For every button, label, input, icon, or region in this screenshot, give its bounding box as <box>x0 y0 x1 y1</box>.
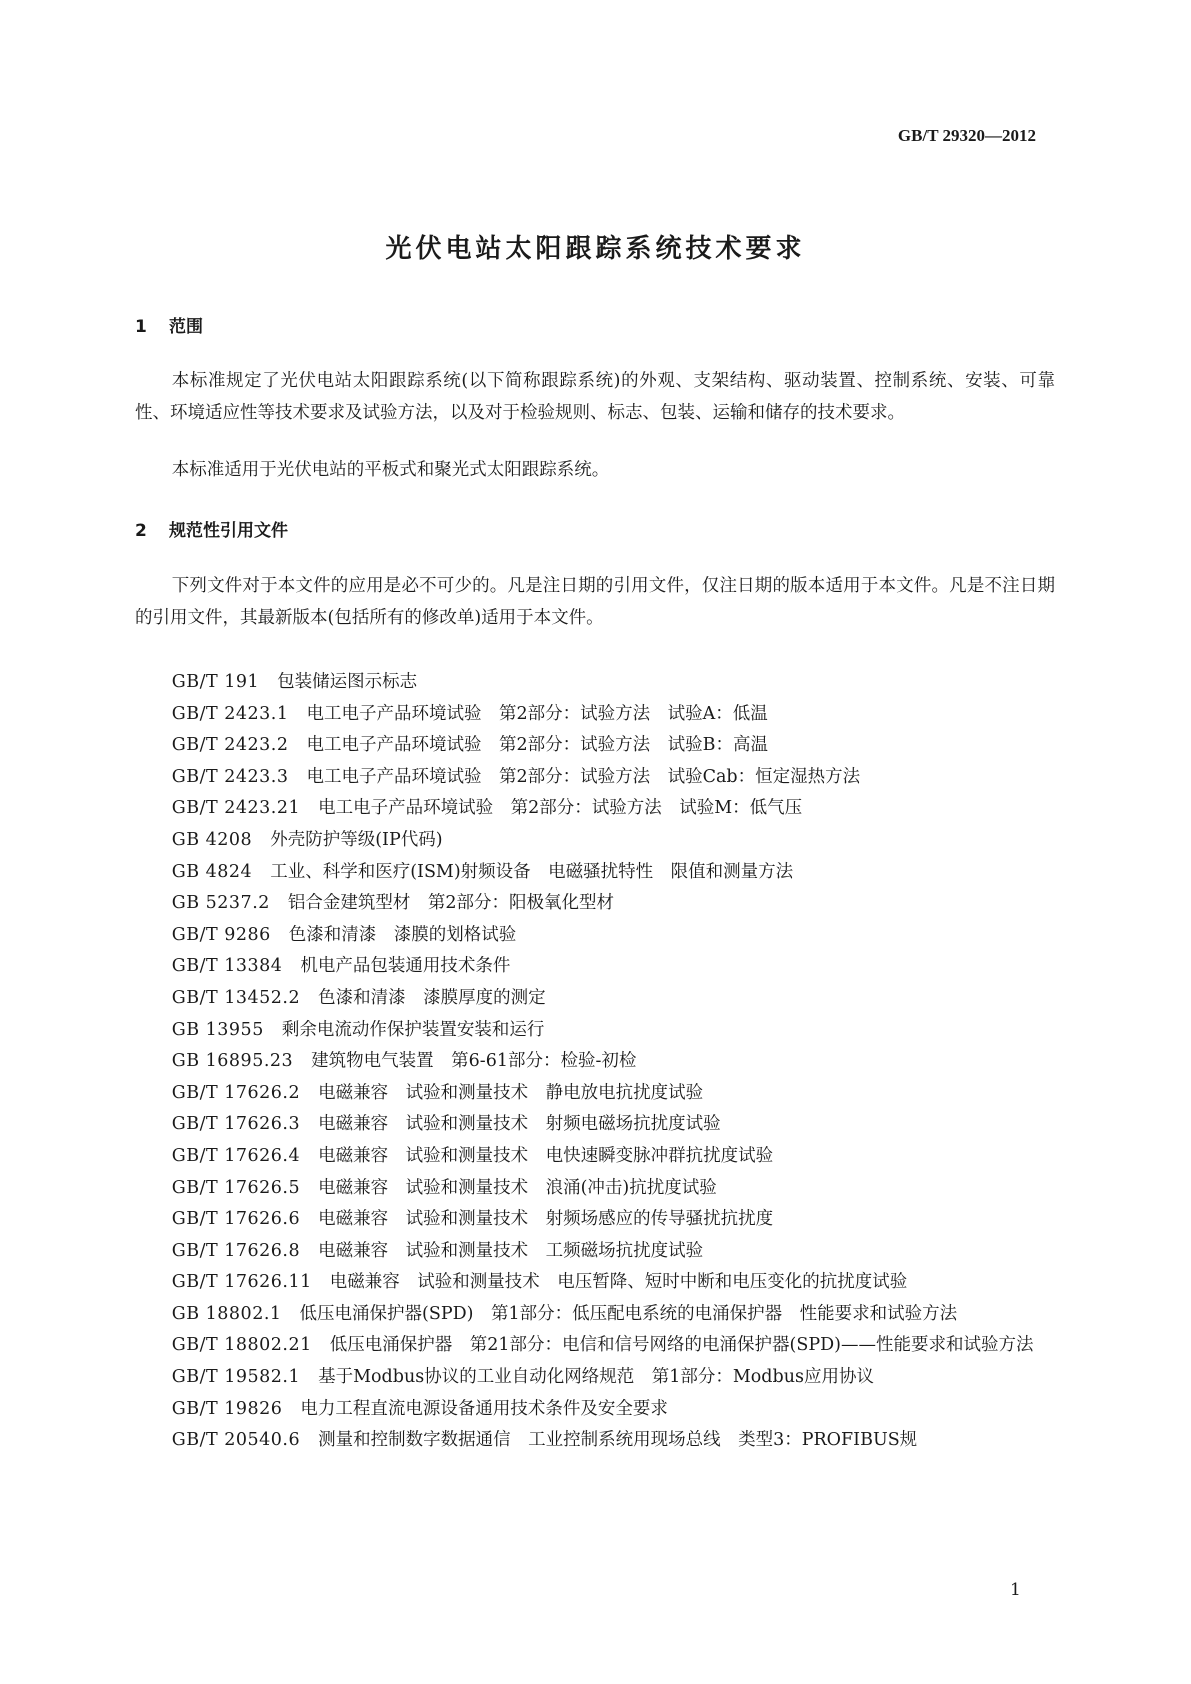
reference-code: GB/T 17626.2 <box>171 1082 301 1103</box>
section-1-title: 范围 <box>169 317 203 337</box>
reference-item <box>135 1236 1055 1268</box>
reference-code: GB/T 13384 <box>171 956 283 977</box>
reference-title: 包装储运图示标志 <box>277 672 418 692</box>
reference-code: GB/T 17626.5 <box>171 1177 301 1198</box>
reference-title: 电磁兼容 试验和测量技术 电压暂降、短时中断和电压变化的抗扰度试验 <box>329 1272 908 1293</box>
reference-title: 电工电子产品环境试验 第2部分：试验方法 试验A：低温 <box>306 703 768 724</box>
document-title: 光伏电站太阳跟踪系统技术要求 <box>385 234 806 264</box>
reference-code: GB/T 2423.21 <box>171 798 301 819</box>
reference-title: 电磁兼容 试验和测量技术 射频电磁场抗扰度试验 <box>318 1114 721 1135</box>
reference-code: GB 13955 <box>171 1019 264 1040</box>
reference-code: GB 16895.23 <box>171 1051 294 1072</box>
reference-code: GB/T 191 <box>171 672 260 692</box>
reference-item <box>135 825 1055 857</box>
reference-item <box>135 730 1055 762</box>
section-2-intro: 下列文件对于本文件的应用是必不可少的。凡是注日期的引用文件，仅注日期的版本适用于本文件。凡是不注日期的引用文件，其最新版本(包括所有的修改单)适用于本文件。 <box>135 576 1055 628</box>
reference-item <box>135 1141 1055 1173</box>
reference-item <box>135 1046 1055 1078</box>
reference-code: GB/T 2423.2 <box>171 735 289 756</box>
section-1-paragraph-applicability: 本标准适用于光伏电站的平板式和聚光式太阳跟踪系统。 <box>171 460 610 480</box>
reference-title: 外壳防护等级(IP代码) <box>270 829 443 850</box>
standard-number: GB/T 29320—2012 <box>897 126 1036 145</box>
reference-title: 铝合金建筑型材 第2部分：阳极氧化型材 <box>287 893 615 914</box>
reference-code: GB 4208 <box>171 829 253 850</box>
reference-code: GB 18802.1 <box>171 1303 282 1324</box>
reference-item <box>135 983 1055 1015</box>
reference-title: 电磁兼容 试验和测量技术 射频场感应的传导骚扰抗扰度 <box>318 1209 774 1230</box>
reference-title: 机电产品包装通用技术条件 <box>300 956 511 977</box>
section-1-heading <box>135 312 203 337</box>
reference-code: GB/T 17626.3 <box>171 1114 301 1135</box>
reference-title: 低压电涌保护器 第21部分：电信和信号网络的电涌保护器(SPD)——性能要求和试验方法 <box>329 1335 1034 1356</box>
reference-title: 色漆和清漆 漆膜的划格试验 <box>288 924 517 945</box>
section-1-number: 1 <box>135 317 147 337</box>
reference-item <box>135 1204 1055 1236</box>
reference-title: 工业、科学和医疗(ISM)射频设备 电磁骚扰特性 限值和测量方法 <box>270 861 794 882</box>
reference-code: GB/T 18802.21 <box>171 1335 312 1356</box>
section-2-title: 规范性引用文件 <box>169 521 288 541</box>
section-2-number: 2 <box>135 521 147 541</box>
reference-code: GB/T 19582.1 <box>171 1367 301 1388</box>
reference-item <box>135 762 1055 794</box>
reference-code: GB/T 17626.8 <box>171 1240 301 1261</box>
reference-code: GB/T 13452.2 <box>171 987 301 1008</box>
reference-item <box>135 920 1055 952</box>
reference-title: 电力工程直流电源设备通用技术条件及安全要求 <box>300 1398 668 1419</box>
reference-item <box>135 857 1055 889</box>
reference-item <box>135 951 1055 983</box>
reference-item <box>135 1362 1055 1394</box>
reference-title: 电工电子产品环境试验 第2部分：试验方法 试验M：低气压 <box>318 798 803 819</box>
reference-title: 色漆和清漆 漆膜厚度的测定 <box>318 987 546 1008</box>
reference-item <box>135 1425 1055 1457</box>
reference-title: 电磁兼容 试验和测量技术 电快速瞬变脉冲群抗扰度试验 <box>318 1145 774 1166</box>
reference-title: 低压电涌保护器(SPD) 第1部分：低压配电系统的电涌保护器 性能要求和试验方法 <box>299 1303 958 1324</box>
reference-title: 电工电子产品环境试验 第2部分：试验方法 试验Cab：恒定湿热方法 <box>306 766 861 787</box>
reference-title: 测量和控制数字数据通信 工业控制系统用现场总线 类型3：PROFIBUS规 <box>318 1430 918 1451</box>
section-2-heading <box>135 516 288 541</box>
reference-code: GB/T 17626.4 <box>171 1145 301 1166</box>
reference-item <box>135 1173 1055 1205</box>
reference-code: GB 5237.2 <box>171 893 270 914</box>
reference-item <box>135 888 1055 920</box>
reference-item <box>135 1394 1055 1426</box>
reference-item <box>135 699 1055 731</box>
reference-title: 基于Modbus协议的工业自动化网络规范 第1部分：Modbus应用协议 <box>318 1367 874 1388</box>
reference-item <box>135 1109 1055 1141</box>
reference-title: 电磁兼容 试验和测量技术 静电放电抗扰度试验 <box>318 1082 704 1103</box>
reference-item <box>135 1078 1055 1110</box>
reference-code: GB/T 9286 <box>171 924 271 945</box>
section-1-paragraph-scope: 本标准规定了光伏电站太阳跟踪系统(以下简称跟踪系统)的外观、支架结构、驱动装置、控制系统、安装、可靠性、环境适应性等技术要求及试验方法，以及对于检验规则、标志、包装、运输和储存的技术要求。 <box>135 371 1055 423</box>
reference-item <box>135 667 1055 699</box>
reference-item <box>135 1299 1055 1331</box>
reference-item <box>135 1330 1055 1362</box>
reference-code: GB/T 2423.1 <box>171 703 289 724</box>
reference-item <box>135 1267 1055 1299</box>
reference-title: 电磁兼容 试验和测量技术 浪涌(冲击)抗扰度试验 <box>318 1177 717 1198</box>
reference-item <box>135 1015 1055 1047</box>
reference-title: 电磁兼容 试验和测量技术 工频磁场抗扰度试验 <box>318 1240 704 1261</box>
reference-item <box>135 793 1055 825</box>
reference-code: GB 4824 <box>171 861 253 882</box>
reference-code: GB/T 20540.6 <box>171 1430 301 1451</box>
page-number: 1 <box>1010 1580 1021 1600</box>
reference-list <box>135 667 1055 1457</box>
reference-code: GB/T 2423.3 <box>171 766 289 787</box>
reference-title: 电工电子产品环境试验 第2部分：试验方法 试验B：高温 <box>306 735 768 756</box>
reference-code: GB/T 19826 <box>171 1398 283 1419</box>
reference-title: 剩余电流动作保护装置安装和运行 <box>281 1019 545 1040</box>
reference-code: GB/T 17626.6 <box>171 1209 301 1230</box>
reference-title: 建筑物电气装置 第6-61部分：检验-初检 <box>311 1051 637 1072</box>
reference-code: GB/T 17626.11 <box>171 1272 312 1293</box>
